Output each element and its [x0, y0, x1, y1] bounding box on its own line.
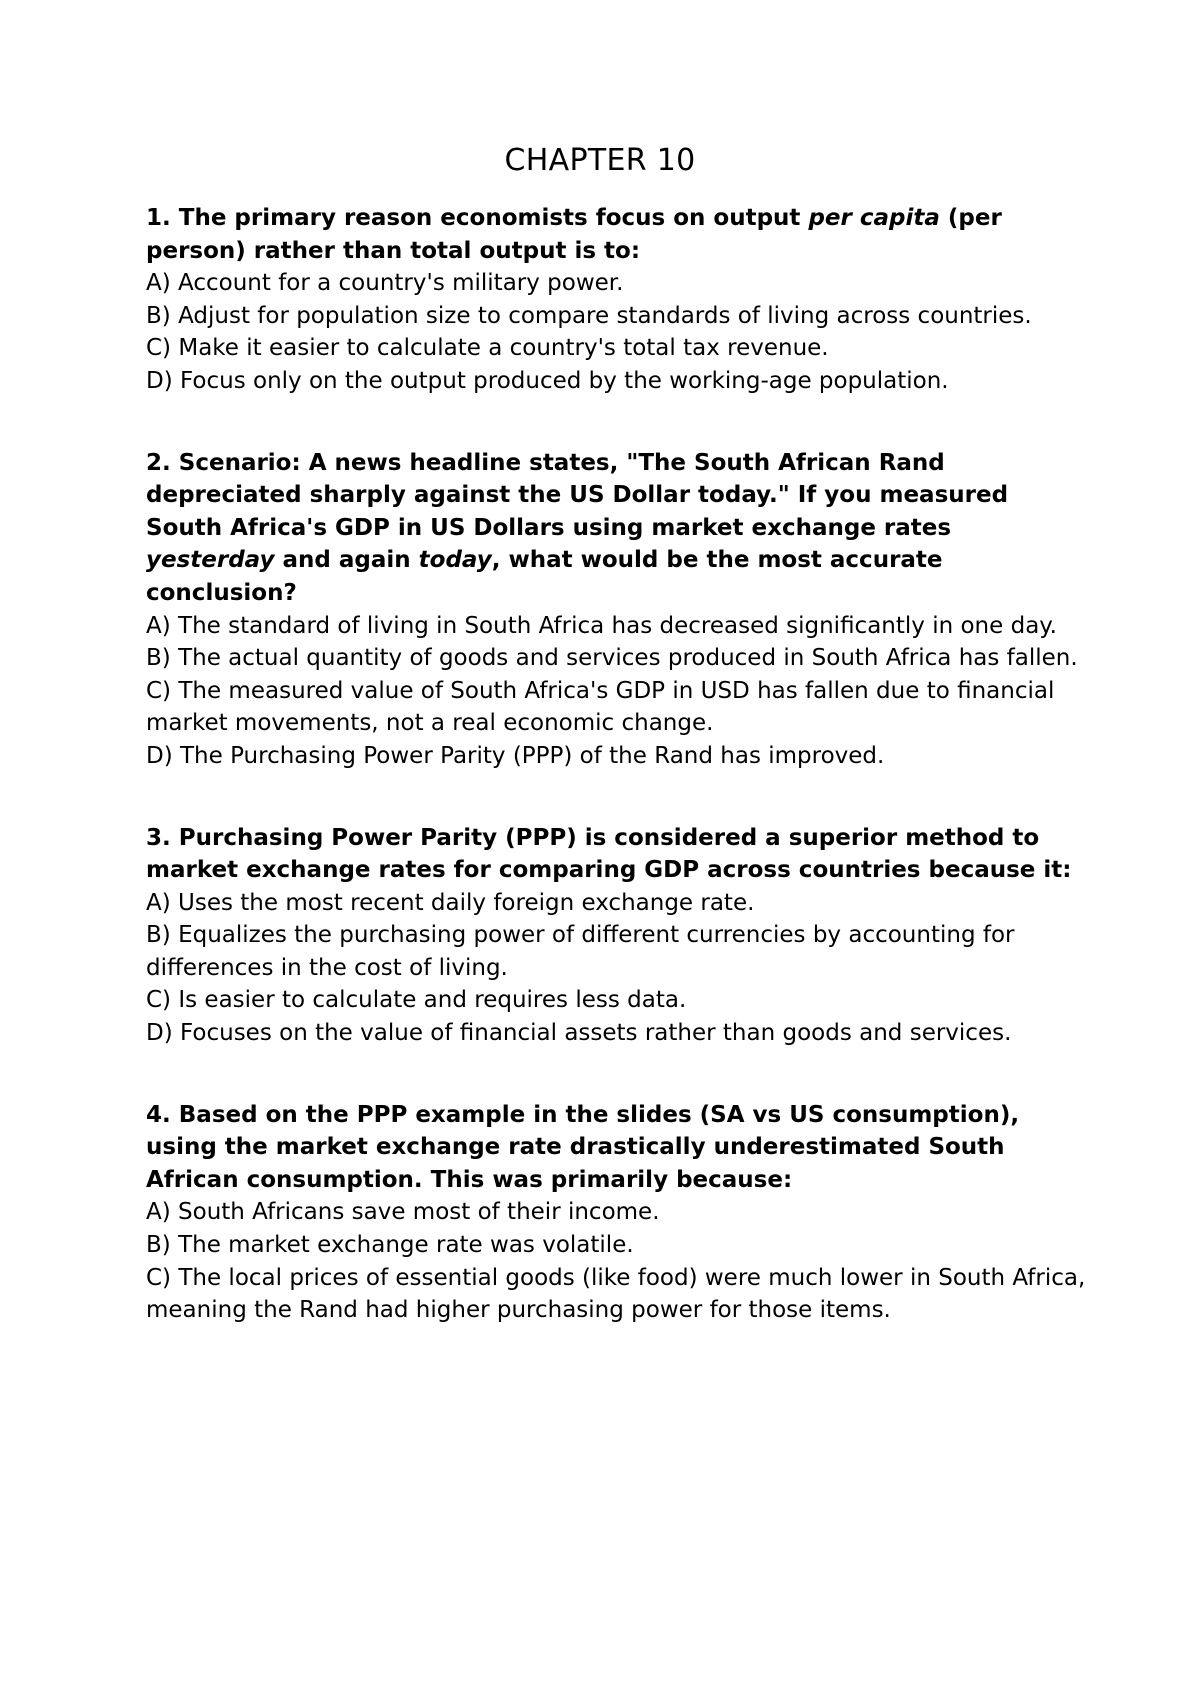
question-2 [146, 447, 1086, 773]
answer-option: C) Is easier to calculate and requires less data. [146, 987, 687, 1014]
answer-option: C) The local prices of essential goods (like food) were much lower in South Africa, meaning the Rand had higher purchasing power for those items. [146, 1264, 1086, 1324]
question-text: Based on the PPP example in the slides (SA vs US consumption), using the market exchange rate drastically underestimated South African consumption. This was primarily because: [146, 1101, 1020, 1193]
answer-option: C) The measured value of South Africa's GDP in USD has fallen due to financial market movements, not a real economic change. [146, 677, 1055, 737]
question-1 [146, 202, 1086, 398]
question-text: Scenario: A news headline states, "The South African Rand depreciated sharply against the US Dollar today." If you measured South Africa's GDP in US Dollars using market exchange rates [146, 449, 1009, 541]
question-stem [146, 202, 1086, 267]
chapter-title: CHAPTER 10 [504, 143, 696, 178]
answer-option: A) The standard of living in South Africa has decreased significantly in one day. [146, 612, 1057, 639]
answer-option: B) The actual quantity of goods and services produced in South Africa has fallen. [146, 645, 1078, 672]
answer-option: A) Uses the most recent daily foreign exchange rate. [146, 889, 755, 916]
answer-option: B) Equalizes the purchasing power of different currencies by accounting for differences in the cost of living. [146, 922, 1015, 981]
answer-option: D) Focuses on the value of financial assets rather than goods and services. [146, 1020, 1012, 1047]
question-text: The primary reason economists focus on output [178, 205, 809, 231]
question-text: , what would be the most accurate conclusion? [146, 547, 943, 606]
answer-option: B) The market exchange rate was volatile. [146, 1232, 634, 1259]
question-text: (per person) rather than total output is to: [146, 205, 1002, 264]
question-list [146, 202, 1086, 1376]
answer-option: D) The Purchasing Power Parity (PPP) of the Rand has improved. [146, 742, 885, 769]
question-emphasis: per capita [808, 205, 940, 231]
question-stem [146, 1099, 1086, 1197]
question-stem [146, 822, 1086, 887]
answer-option: D) Focus only on the output produced by the working-age population. [146, 367, 949, 394]
question-number: 2. [146, 449, 171, 476]
answer-option: A) Account for a country's military power. [146, 270, 624, 297]
question-number: 4. [146, 1101, 171, 1128]
question-text: and again [274, 547, 419, 574]
answer-option: C) Make it easier to calculate a country's total tax revenue. [146, 335, 829, 362]
question-3 [146, 822, 1086, 1050]
answer-option: A) South Africans save most of their income. [146, 1199, 660, 1226]
question-text: Purchasing Power Parity (PPP) is considered a superior method to market exchange rates for comparing GDP across countries because it: [146, 824, 1072, 884]
question-emphasis: today [418, 547, 492, 574]
question-stem [146, 447, 1086, 610]
question-emphasis: yesterday [146, 547, 275, 574]
question-number: 1. [146, 205, 171, 231]
question-number: 3. [146, 824, 171, 851]
question-4 [146, 1099, 1086, 1327]
answer-option: B) Adjust for population size to compare standards of living across countries. [146, 302, 1032, 329]
